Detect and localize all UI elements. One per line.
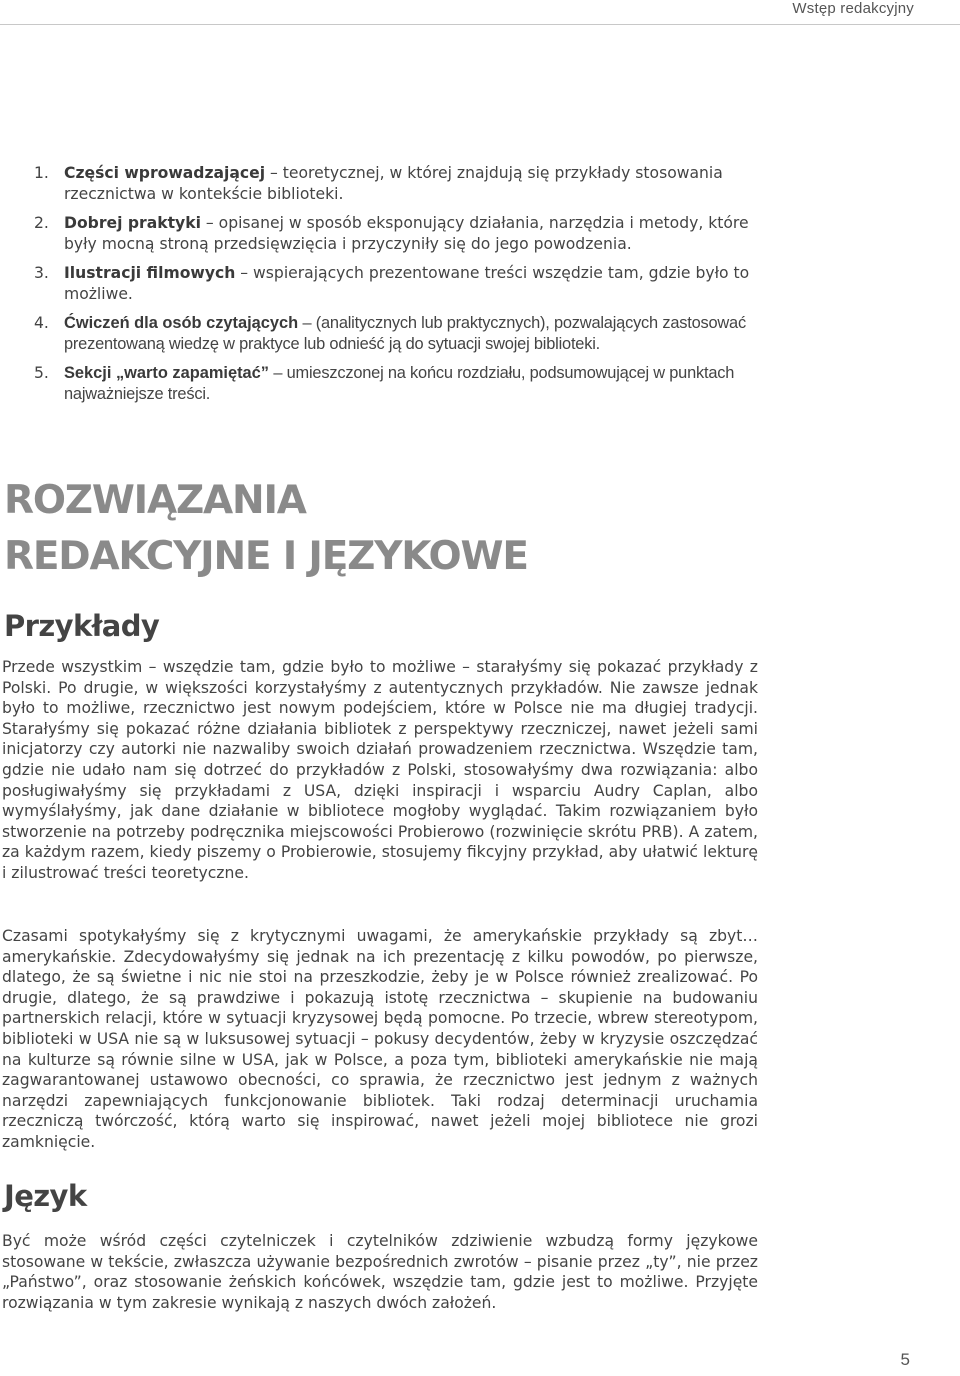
- list-item: [30, 313, 758, 355]
- list-item-lead: Części wprowadzającej: [64, 164, 266, 182]
- section-title-line-2: REDAKCYJNE I JĘZYKOWE: [4, 534, 528, 579]
- running-header: [0, 0, 960, 25]
- running-header-title: Wstęp redakcyjny: [792, 0, 914, 17]
- list-item-number: 3.: [34, 264, 49, 282]
- content-structure-list: [30, 163, 758, 405]
- list-item-text: – (analitycznych lub praktycznych), pozwalających zastosować prezentowaną wiedzę w praktyce lub odnieść ją do sytuacji swojej biblioteki.: [64, 314, 746, 353]
- list-item-lead: Sekcji „warto zapamiętać”: [64, 364, 269, 382]
- list-item-number: 2.: [34, 214, 49, 232]
- list-item-lead: Ilustracji filmowych: [64, 264, 236, 282]
- list-item-text: – wspierających prezentowane treści wszędzie tam, gdzie było to możliwe.: [64, 264, 750, 303]
- paragraph-jezyk: Być może wśród części czytelniczek i czytelników zdziwienie wzbudzą formy językowe stosowane w tekście, zwłaszcza używanie bezpośrednich zwrotów – pisanie przez „ty”, nie przez „Państwo”, oraz stosowanie żeńskich końcówek, wszędzie tam, gdzie jest to możliwe. Przyjęte rozwiązania w tym zakresie wynikają z naszych dwóch założeń.: [2, 1232, 758, 1312]
- list-item-number: 4.: [34, 314, 49, 332]
- section-title-line-1: ROZWIĄZANIA: [4, 478, 306, 523]
- list-item-number: 1.: [34, 164, 49, 182]
- list-item: [30, 213, 758, 255]
- list-item-number: 5.: [34, 364, 49, 382]
- list-item: [30, 263, 758, 305]
- list-item-lead: Ćwiczeń dla osób czytających: [64, 314, 299, 332]
- heading-przyklady: Przykłady: [4, 609, 160, 643]
- section-title: [4, 473, 528, 585]
- paragraph-przyklady-2: Czasami spotykałyśmy się z krytycznymi uwagami, że amerykańskie przykłady są zbyt… amerykańskie. Zdecydowałyśmy się jednak na ich prezentację z kilku powodów, po pierwsze, dlatego, że są świetne i nic nie stoi na przeszkodzie, żeby je w Polsce również zrealizować. Po drugie, dlatego, że są prawdziwe i pokazują istotę rzecznictwa – skupienie na budowaniu partnerskich relacji, które w sytuacji kryzysowej będą pomocne. Po trzecie, wbrew stereotypom, biblioteki w USA nie są w luksusowej sytuacji – pokusy decydentów, żeby w kryzysie oszczędzać na kulturze są równie silne w USA, jak w Polsce, a poza tym, biblioteki amerykańskie nie mają zagwarantowanej ustawowo obecności, co sprawia, że rzecznictwo jest jednym z ważnych narzędzi zapewniających funkcjonowanie bibliotek. Taki rodzaj determinacji uruchamia rzeczniczą twórczość, którą warto się inspirować, nawet jeżeli mojej bibliotece nie grozi zamknięcie.: [2, 927, 758, 1151]
- heading-jezyk: Język: [4, 1179, 87, 1213]
- paragraph-przyklady-1: Przede wszystkim – wszędzie tam, gdzie było to możliwe – starałyśmy się pokazać przykłady z Polski. Po drugie, w większości korzystałyśmy z autentycznych przykładów. Nie zawsze jednak było to możliwe, rzecznictwo jest nowym podejściem, które w Polsce nie ma długiej tradycji. Starałyśmy się pokazać różne działania bibliotek z perspektywy rzeczniczej, nawet jeżeli sami inicjatorzy czy autorki nie nazwaliby swoich działań prowadzeniem rzecznictwa. Wszędzie tam, gdzie nie udało nam się dotrzeć do przykładów z Polski, stosowałyśmy dwa rozwiązania: albo posługiwałyśmy się przykładami z USA, dzięki inspiracji i wsparciu Audry Caplan, albo wymyślałyśmy, jak dane działanie w bibliotece mogłoby wyglądać. Takim rozwiązaniem było stworzenie na potrzeby podręcznika miejscowości Probierowo (rozwinięcie skrótu PRB). A zatem, za każdym razem, kiedy piszemy o Probierowie, stosujemy fikcyjny przykład, aby ułatwić lekturę i zilustrować treści teoretyczne.: [2, 658, 758, 882]
- list-item-text: – teoretycznej, w której znajdują się przykłady stosowania rzecznictwa w kontekście biblioteki.: [64, 164, 723, 203]
- list-item: [30, 363, 758, 405]
- list-item-text: – umieszczonej na końcu rozdziału, podsumowującej w punktach najważniejsze treści.: [64, 364, 735, 403]
- list-item-lead: Dobrej praktyki: [64, 214, 201, 232]
- list-item: [30, 163, 758, 205]
- list-item-text: – opisanej w sposób eksponujący działania, narzędzia i metody, które były mocną stroną przedsięwzięcia i przyczyniły się do jego powodzenia.: [64, 214, 749, 253]
- page-number: 5: [900, 1350, 910, 1369]
